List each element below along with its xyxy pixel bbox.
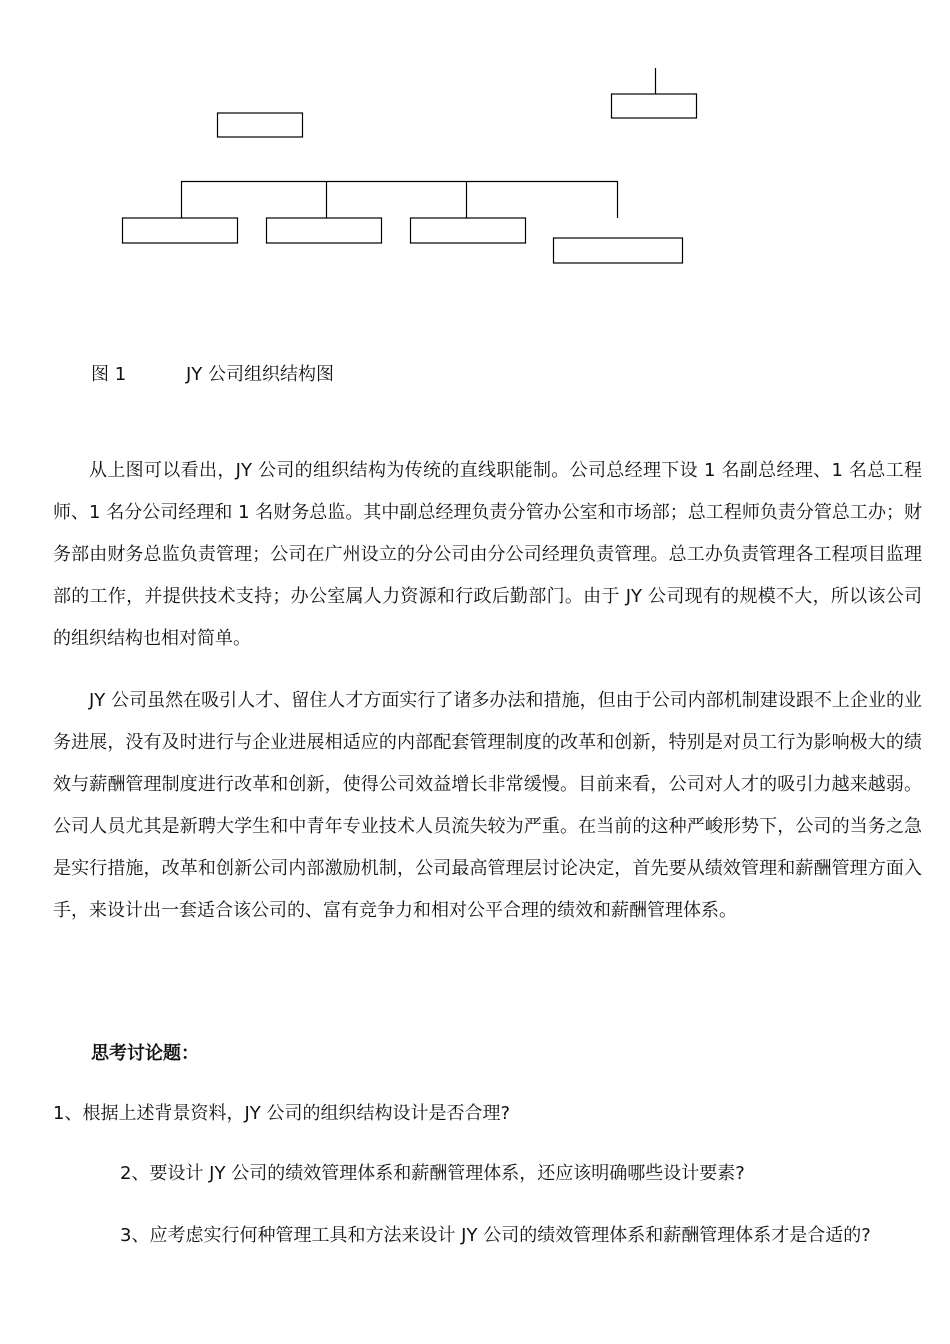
discussion-question: 3、应考虑实行何种管理工具和方法来设计 JY 公司的绩效管理体系和薪酬管理体系才是合适的? bbox=[120, 1225, 871, 1246]
body-paragraph: JY 公司虽然在吸引人才、留住人才方面实行了诸多办法和措施，但由于公司内部机制建设跟不上企业的业务进展，没有及时进行与企业进展相适应的内部配套管理制度的改革和创新，特别是对员工行为影响极大的绩效与薪酬管理制度进行改革和创新，使得公司效益增长非常缓慢。目前来看，公司对人才的吸引力越来越弱。公司人员尤其是新聘大学生和中青年专业技术人员流失较为严重。在当前的这种严峻形势下，公司的当务之急是实行措施，改革和创新公司内部激励机制，公司最高管理层讨论决定，首先要从绩效管理和薪酬管理方面入手，来设计出一套适合该公司的、富有竞争力和相对公平合理的绩效和薪酬管理体系。 bbox=[53, 690, 922, 921]
discussion-question: 1、根据上述背景资料，JY 公司的组织结构设计是否合理? bbox=[53, 1103, 511, 1124]
org-box-lower-2 bbox=[267, 218, 382, 243]
discussion-question: 2、要设计 JY 公司的绩效管理体系和薪酬管理体系，还应该明确哪些设计要素? bbox=[120, 1163, 745, 1184]
org-chart bbox=[0, 0, 950, 300]
body-paragraph: 从上图可以看出，JY 公司的组织结构为传统的直线职能制。公司总经理下设 1 名副总经理、1 名总工程师、1 名分公司经理和 1 名财务总监。其中副总经理负责分管办公室和市场部；总工程师负责分管总工办；财务部由财务总监负责管理；公司在广州设立的分公司由分公司经理负责管理。总工办负责管理各工程项目监理部的工作，并提供技术支持；办公室属人力资源和行政后勤部门。由于 JY 公司现有的规模不大，所以该公司的组织结构也相对简单。 bbox=[53, 460, 922, 649]
org-box-lower-3 bbox=[411, 218, 526, 243]
org-box-top-right bbox=[612, 94, 697, 118]
org-box-lower-1 bbox=[123, 218, 238, 243]
figure-title: JY 公司组织结构图 bbox=[186, 364, 335, 385]
org-box-lower-4 bbox=[554, 238, 683, 263]
discussion-heading: 思考讨论题： bbox=[91, 1043, 199, 1064]
figure-number: 图 1 bbox=[91, 364, 127, 385]
org-box-upper-left bbox=[218, 113, 303, 137]
